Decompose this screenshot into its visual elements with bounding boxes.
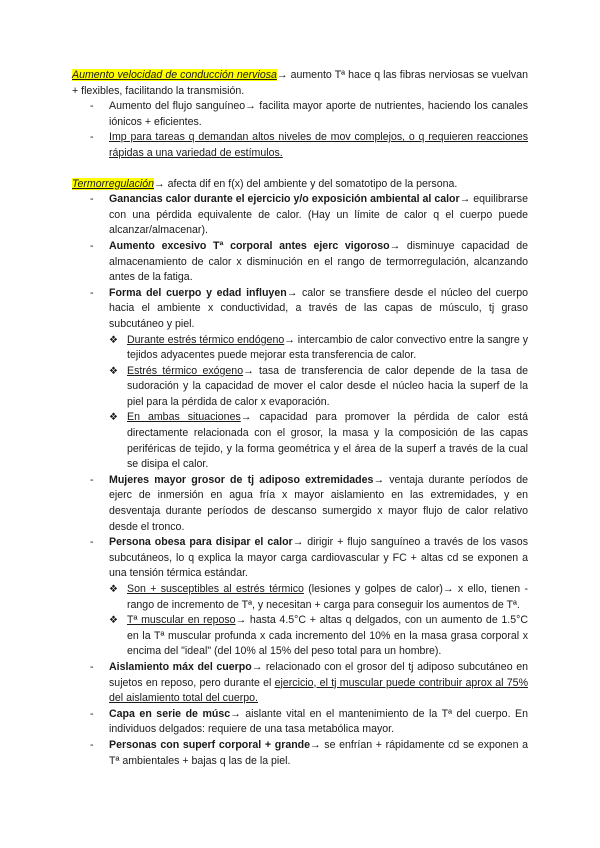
item-text: → se enfrían + rápidamente cd se exponen a Tª ambientales + bajas q las de la piel. [109, 738, 528, 767]
document-content [72, 68, 528, 769]
list-item [72, 535, 528, 660]
item-text: → dirigir + flujo sanguíneo a través de los vasos subcutáneos, lo q explica la mayor carga cardiovascular y FC + altas cd se exponen a una tensión térmica estándar. [109, 536, 528, 580]
diamond-bullet-icon: ❖ [109, 584, 118, 595]
item-text: → ventaja durante períodos de ejerc de inmersión en agua fría x mayor aislamiento en las extremidades, y en desventaja durante períodos de descanso sumergido x mayor flujo de calor relativo desde el tronco. [109, 473, 528, 533]
sublist-item [109, 582, 528, 613]
item-text: → equilibrarse con una pérdida equivalente de calor. (Hay un límite de calor q el cuerpo puede alcanzar/almacenar). [109, 193, 528, 237]
section-nerve-conduction-intro [72, 68, 528, 99]
diamond-bullet-icon: ❖ [109, 365, 118, 377]
item-text: Aumento del flujo sanguíneo→ facilita mayor aporte de nutrientes, haciendo los canales iónicos + eficientes. [109, 100, 528, 128]
item-text: → calor se transfiere desde el núcleo del cuerpo hacia el ambiente x conductividad, a través de las capas de músculo, tj graso subcutáneo y piel. [109, 286, 528, 330]
subitem-underlined: Son + susceptibles al estrés térmico [127, 583, 304, 595]
list-item [72, 738, 528, 769]
subitem-text: → hasta 4.5°C + altas q delgados, con un aumento de 1.5°C en la Tª muscular profunda x cada incremento del 10% en la masa grasa corporal x encima del "ideal" (del 10% al 15% del peso total para un hombre). [127, 614, 529, 658]
list-nerve-conduction [72, 99, 528, 161]
item-underlined: Imp para tareas q demandan altos niveles de mov complejos, o q requieren reacciones rápidas a una variedad de estímulos. [109, 131, 528, 159]
diamond-bullet-icon: ❖ [109, 615, 118, 627]
list-item [72, 707, 528, 738]
subitem-text: (lesiones y golpes de calor)→ x ello, tienen - rango de incremento de Tª, y necesitan + carga para conseguir los aumentos de Tª. [127, 583, 528, 611]
intro-text: → afecta dif en f(x) del ambiente y del somatotipo de la persona. [154, 177, 458, 190]
intro-text: → aumento Tª hace q las fibras nerviosas se vuelvan + flexibles, facilitando la transmisión. [72, 69, 528, 97]
diamond-bullet-icon: ❖ [109, 412, 118, 424]
sublist-item [109, 333, 528, 364]
spacer [72, 162, 528, 177]
subitem-text: → intercambio de calor convectivo entre la sangre y tejidos adyacentes puede mejorar esta transferencia de calor. [127, 333, 529, 362]
heading-thermoregulation: Termorregulación [72, 177, 155, 190]
subitem-underlined: Durante estrés térmico endógeno [127, 333, 285, 346]
subitem-underlined: Estrés térmico exógeno [127, 364, 244, 377]
sublist-heat-stress [109, 333, 528, 473]
section-thermoregulation-intro [72, 177, 528, 193]
subitem-underlined: En ambas situaciones [127, 411, 241, 424]
subitem-text: → tasa de transferencia de calor depende de la tasa de sudoración y la capacidad de mover el calor desde el núcleo hacia la superf de la piel para la pérdida de calor x evaporación. [127, 364, 528, 408]
list-thermoregulation [72, 192, 528, 769]
item-underlined: ejercicio, el tj muscular puede contribuir aprox al 75% del aislamiento total del cuerpo. [109, 676, 528, 705]
list-item [72, 99, 528, 130]
item-bold: Mujeres mayor grosor de tj adiposo extremidades [109, 473, 374, 486]
item-bold: Persona obesa para disipar el calor [109, 536, 293, 549]
item-bold: Forma del cuerpo y edad influyen [109, 286, 287, 299]
list-item [72, 286, 528, 473]
item-text: → relacionado con el grosor del tj adiposo subcutáneo en sujetos en reposo, pero durante el [109, 660, 528, 689]
item-bold: Personas con superf corporal + grande [109, 738, 311, 751]
list-item [72, 473, 528, 535]
item-bold: Ganancias calor durante el ejercicio y/o exposición ambiental al calor [109, 193, 460, 206]
sublist-obesity [109, 582, 528, 660]
sublist-item [109, 410, 528, 472]
sublist-item [109, 613, 528, 660]
heading-nerve-conduction: Aumento velocidad de conducción nerviosa [72, 69, 277, 81]
item-text: → aislante vital en el mantenimiento de la Tª del cuerpo. En individuos delgados: requiere de una tasa metabólica mayor. [109, 707, 528, 736]
list-item [72, 660, 528, 707]
list-item [72, 239, 528, 286]
item-bold: Aumento excesivo Tª corporal antes ejerc vigoroso [109, 239, 390, 252]
item-bold: Aislamiento máx del cuerpo [109, 660, 252, 673]
item-text: → disminuye capacidad de almacenamiento de calor x disminución en el rango de termorregulación, alcanzando antes de la fatiga. [109, 239, 528, 284]
list-item [72, 192, 528, 239]
list-item [72, 130, 528, 161]
subitem-text: → capacidad para promover la pérdida de calor está directamente relacionada con el grosor, la masa y la composición de las capas periféricas de tejido, y la forma geométrica y el área de la superf a través de la cual se disipa el calor. [127, 411, 528, 471]
sublist-item [109, 364, 528, 411]
subitem-underlined: Tª muscular en reposo [127, 614, 236, 627]
item-bold: Capa en serie de músc [109, 707, 231, 720]
diamond-bullet-icon: ❖ [109, 334, 118, 346]
